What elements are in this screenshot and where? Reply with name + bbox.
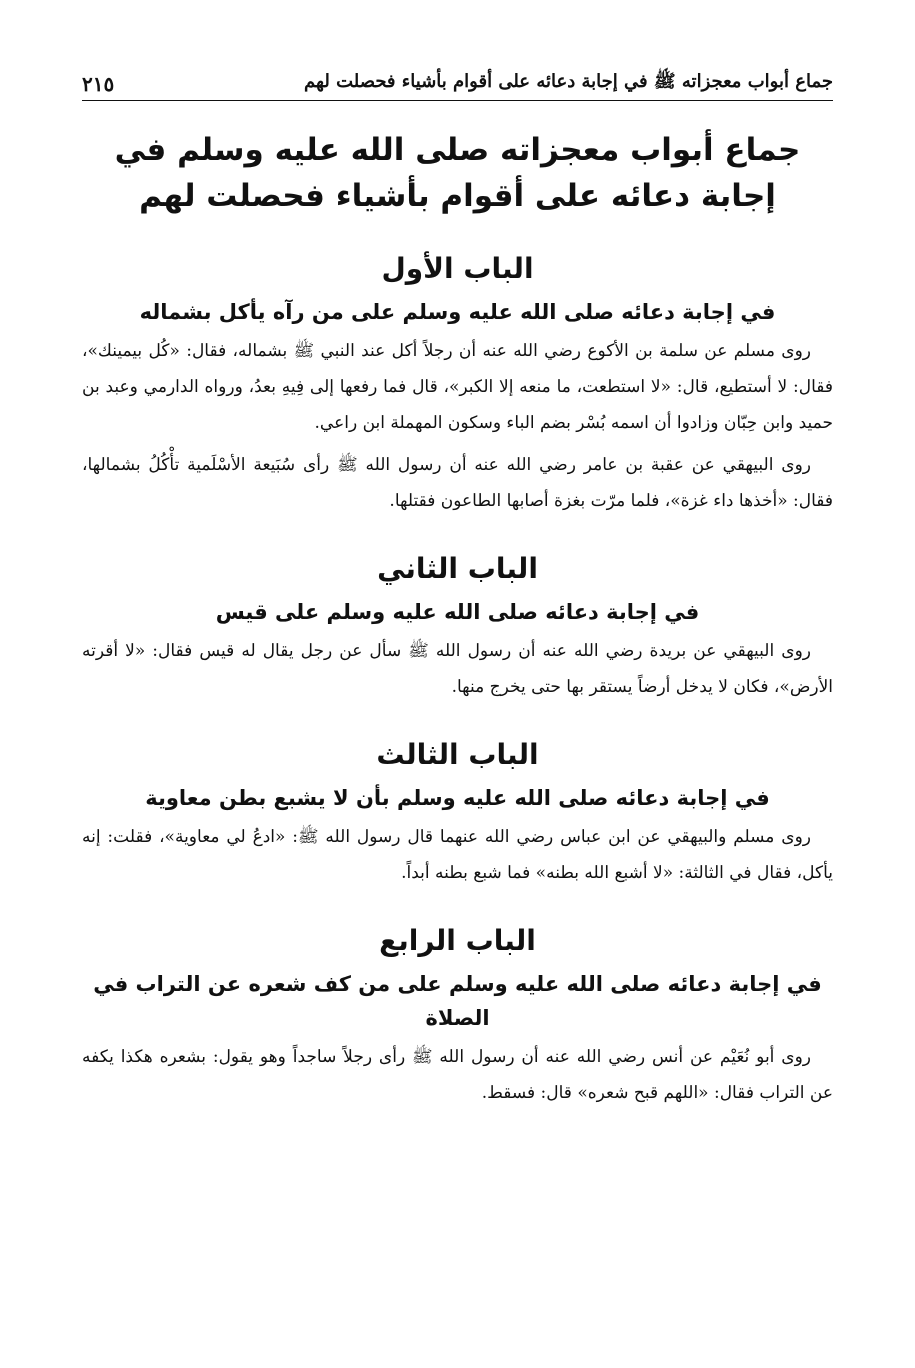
chapter-subtitle: في إجابة دعائه صلى الله عليه وسلم على من كف شعره عن التراب في الصلاة	[93, 972, 822, 1030]
paragraph: روى البيهقي عن عقبة بن عامر رضي الله عنه أن رسول الله ﷺ رأى سُبَيعة الأسْلَمية تأْكُلُ بشمالها، فقال: «أخذها داء غزة»، فلما مرّت بغزة أصابها الطاعون فقتلها.	[82, 455, 833, 511]
main-title	[82, 127, 833, 219]
running-header	[82, 56, 833, 101]
chapter-title: الباب الثالث	[376, 738, 539, 771]
chapter-subtitle: في إجابة دعائه صلى الله عليه وسلم بأن لا يشبع بطن معاوية	[145, 786, 770, 810]
paragraph: روى مسلم والبيهقي عن ابن عباس رضي الله عنهما قال رسول الله ﷺ: «ادعُ لي معاوية»، فقلت: إنه يأكل، فقال في الثالثة: «لا أشبع الله بطنه» فما شبع بطنه أبداً.	[82, 827, 833, 883]
paragraph: روى مسلم عن سلمة بن الأكوع رضي الله عنه أن رجلاً أكل عند النبي ﷺ بشماله، فقال: «كُل بيمينك»، فقال: لا أستطيع، قال: «لا استطعت، ما منعه إلا الكبر»، قال فما رفعها إلى فِيهِ بعدُ، ورواه الدارمي وعبد بن حميد وابن حِبّان وزادوا أن اسمه بُسْر بضم الباء وسكون المهملة ابن راعي.	[82, 341, 833, 433]
chapter-title: الباب الثاني	[377, 552, 538, 585]
chapter-1	[82, 249, 833, 519]
paragraph: روى البيهقي عن بريدة رضي الله عنه أن رسول الله ﷺ سأل عن رجل يقال له قيس فقال: «لا أقرته الأرض»، فكان لا يدخل أرضاً يستقر بها حتى يخرج منها.	[82, 641, 833, 697]
main-title-line-2: إجابة دعائه على أقوام بأشياء فحصلت لهم	[139, 178, 776, 214]
chapter-subtitle: في إجابة دعائه صلى الله عليه وسلم على من رآه يأكل بشماله	[139, 300, 776, 324]
chapter-3	[82, 735, 833, 891]
page-number: ٢١٥	[82, 72, 115, 96]
chapter-4	[82, 921, 833, 1111]
chapter-title: الباب الرابع	[379, 924, 536, 957]
running-title: جماع أبواب معجزاته ﷺ في إجابة دعائه على أقوام بأشياء فحصلت لهم	[304, 71, 833, 92]
main-title-line-1: جماع أبواب معجزاته صلى الله عليه وسلم في	[114, 132, 801, 168]
chapter-2	[82, 549, 833, 705]
chapter-title: الباب الأول	[381, 252, 534, 285]
paragraph: روى أبو نُعَيْم عن أنس رضي الله عنه أن رسول الله ﷺ رأى رجلاً ساجداً وهو يقول: بشعره هكذا يكفه عن التراب فقال: «اللهم قبح شعره» قال: فسقط.	[82, 1047, 833, 1103]
chapter-subtitle: في إجابة دعائه صلى الله عليه وسلم على قيس	[215, 600, 700, 624]
